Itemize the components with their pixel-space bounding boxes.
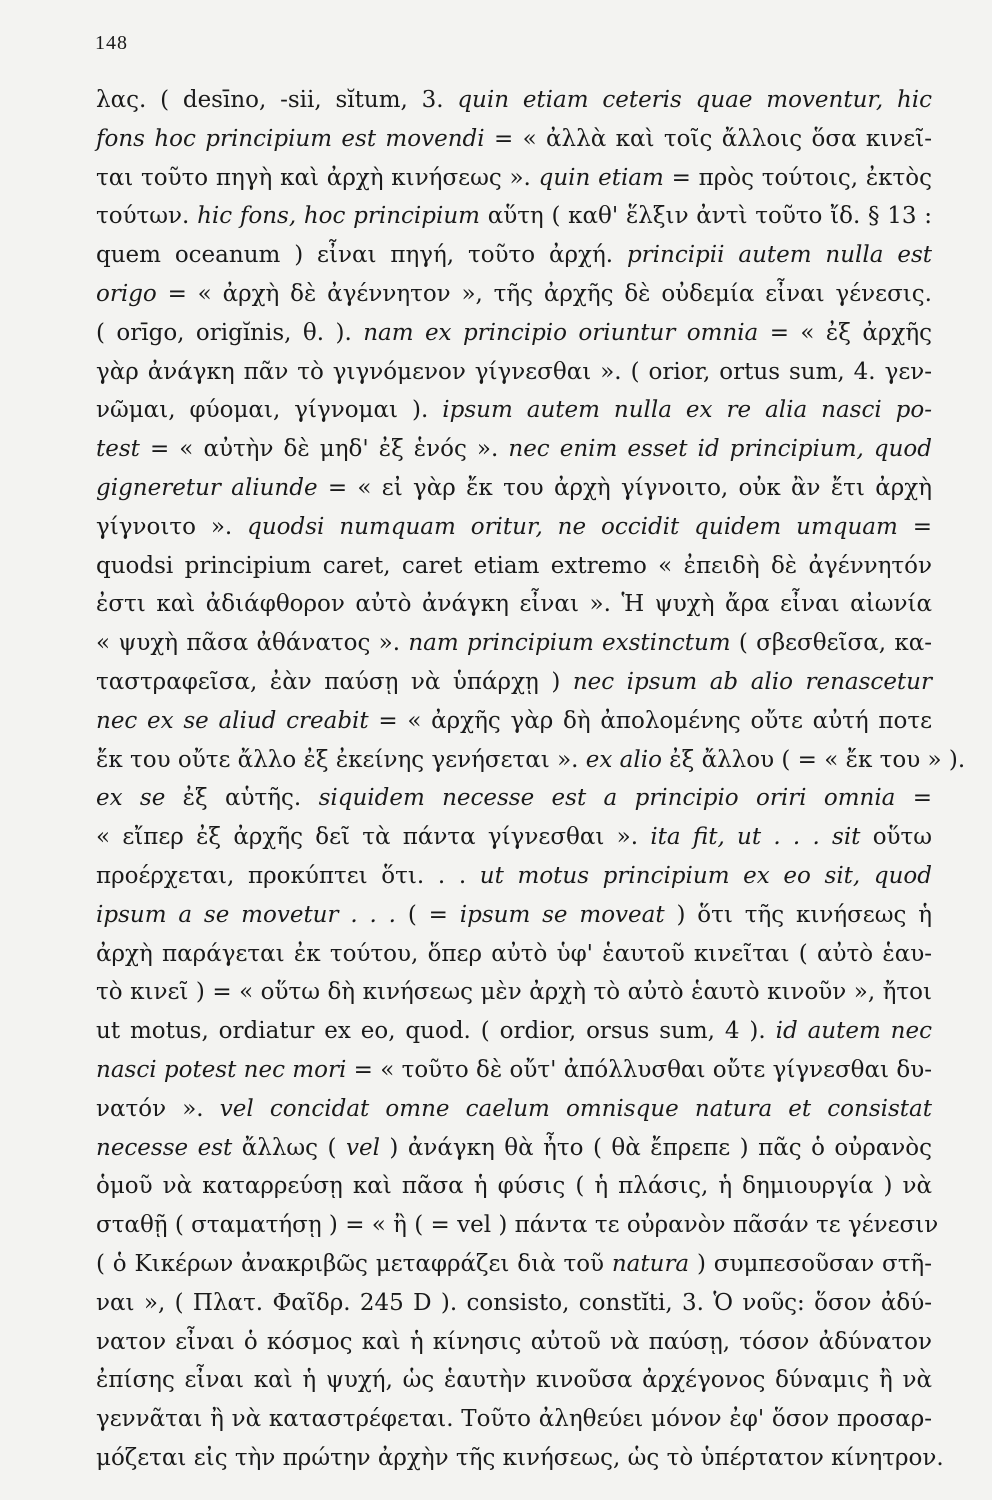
text-line xyxy=(96,1207,939,1243)
text-line xyxy=(96,936,932,972)
text-run: νατόν ». xyxy=(96,1096,220,1122)
text-line xyxy=(96,431,932,467)
text-run: λας. ( desīno, -sii, sĭtum, 3. xyxy=(96,87,458,113)
text-run: ( orīgo, origĭnis, θ. ). xyxy=(96,320,364,346)
text-line xyxy=(96,509,932,545)
latin-phrase: principii autem nulla est xyxy=(626,242,933,268)
text-line xyxy=(96,1285,932,1321)
text-line xyxy=(96,974,932,1010)
latin-phrase: ex se xyxy=(96,785,166,811)
text-line xyxy=(96,276,932,312)
text-run: ἐξ αὑτῆς. xyxy=(165,785,319,811)
text-line xyxy=(96,664,932,700)
text-line xyxy=(96,1013,932,1049)
latin-phrase: ita fit, ut . . . sit xyxy=(650,824,861,850)
text-run: = « ἀρχὴ δὲ ἀγέννητον », τῆς ἀρχῆς δὲ οὐδεμία εἶναι γένεσις. xyxy=(156,281,932,307)
text-line xyxy=(96,586,932,622)
text-run: = xyxy=(897,514,932,540)
text-line xyxy=(96,82,932,118)
text-run: = « αὐτὴν δὲ μηδ' ἐξ ἑνός ». xyxy=(139,436,509,462)
text-line xyxy=(96,392,932,428)
text-run: ( = xyxy=(395,902,460,928)
text-line xyxy=(96,1362,932,1398)
latin-phrase: ex alio xyxy=(585,747,662,773)
text-run: γεννᾶται ἢ νὰ καταστρέφεται. Τοῦτο ἀληθεύει μόνον ἐφ' ὅσον προσαρ- xyxy=(96,1406,932,1432)
text-line xyxy=(96,315,932,351)
text-run: ( σβεσθεῖσα, κα- xyxy=(730,630,933,656)
text-run: quem oceanum ) εἶναι πηγή, τοῦτο ἀρχή. xyxy=(96,242,627,268)
text-run: ἐστι καὶ ἀδιάφθορον αὐτὸ ἀνάγκη εἶναι ». Ἡ ψυχὴ ἄρα εἶναι αἰωνία xyxy=(96,591,932,617)
text-line xyxy=(96,1324,932,1360)
text-run: νῶμαι, φύομαι, γίγνομαι ). xyxy=(96,397,443,423)
text-run: ) συμπεσοῦσαν στῆ- xyxy=(689,1251,932,1277)
text-run: ἐξ ἄλλου ( = « ἔκ του » ). xyxy=(661,747,966,773)
text-run: οὕτω xyxy=(860,824,932,850)
text-run: νατον εἶναι ὁ κόσμος καὶ ἡ κίνησις αὐτοῦ νὰ παύσῃ, τόσον ἀδύνατον xyxy=(96,1329,932,1355)
latin-phrase: siquidem necesse est a principio oriri omnia xyxy=(318,785,896,811)
text-run: « εἴπερ ἐξ ἀρχῆς δεῖ τὰ πάντα γίγνεσθαι ». xyxy=(96,824,651,850)
text-run: ὁμοῦ νὰ καταρρεύσῃ καὶ πᾶσα ἡ φύσις ( ἡ πλάσις, ἡ δημιουργία ) νὰ xyxy=(96,1173,932,1199)
text-run: = « ἐξ ἀρχῆς xyxy=(758,320,932,346)
latin-phrase: gigneretur aliunde xyxy=(96,475,318,501)
text-run: ) ὅτι τῆς κινήσεως ἡ xyxy=(664,902,932,928)
text-line xyxy=(96,742,966,778)
latin-phrase: nasci potest nec mori xyxy=(96,1057,347,1083)
text-line xyxy=(96,819,932,855)
text-run: τούτων. xyxy=(96,203,198,229)
latin-phrase: origo xyxy=(96,281,157,307)
text-run: ἔκ του οὔτε ἄλλο ἐξ ἐκείνης γενήσεται ». xyxy=(96,747,586,773)
latin-phrase: quin etiam ceteris quae moventur, hic xyxy=(457,87,933,113)
text-line xyxy=(96,548,932,584)
text-line xyxy=(96,625,932,661)
text-line xyxy=(96,1401,932,1437)
latin-phrase: test xyxy=(96,436,140,462)
latin-phrase: fons hoc principium est movendi xyxy=(96,126,485,152)
latin-phrase: quodsi numquam oritur, ne occidit quidem umquam xyxy=(247,514,898,540)
text-line xyxy=(96,470,932,506)
latin-phrase: nec ex se aliud creabit xyxy=(96,708,369,734)
latin-phrase: natura xyxy=(611,1251,690,1277)
text-line xyxy=(96,1440,944,1476)
text-run: σταθῇ ( σταματήσῃ ) = « ἢ ( = vel ) πάντα τε οὐρανὸν πᾶσάν τε γένεσιν xyxy=(96,1212,939,1238)
latin-phrase: ipsum se moveat xyxy=(459,902,665,928)
text-run: = « τοῦτο δὲ οὔτ' ἀπόλλυσθαι οὔτε γίγνεσθαι δυ- xyxy=(346,1057,932,1083)
text-run: γίγνοιτο ». xyxy=(96,514,248,540)
text-line xyxy=(96,198,932,234)
text-run: γὰρ ἀνάγκη πᾶν τὸ γιγνόμενον γίγνεσθαι ». ( orior, ortus sum, 4. γεν- xyxy=(96,359,932,385)
latin-phrase: vel xyxy=(345,1135,380,1161)
latin-phrase: id autem nec xyxy=(775,1018,932,1044)
latin-phrase: ipsum a se movetur . . . xyxy=(96,902,396,928)
text-run: ταστραφεῖσα, ἐὰν παύσῃ νὰ ὑπάρχῃ ) xyxy=(96,669,573,695)
text-line xyxy=(96,1052,932,1088)
text-line xyxy=(96,897,932,933)
page-number: 148 xyxy=(95,32,128,54)
text-line xyxy=(96,1130,932,1166)
text-run: αὕτη ( καθ' ἕλξιν ἀντὶ τοῦτο ἴδ. § 13 : xyxy=(479,203,933,229)
text-run: = « ἀρχῆς γὰρ δὴ ἀπολομένης οὔτε αὐτή ποτε xyxy=(368,708,932,734)
text-line xyxy=(96,703,932,739)
text-line xyxy=(96,780,932,816)
latin-phrase: nec ipsum ab alio renascetur xyxy=(572,669,932,695)
latin-phrase: vel concidat omne caelum omnisque natura et consistat xyxy=(219,1096,932,1122)
latin-phrase: nec enim esset id principium, quod xyxy=(508,436,932,462)
latin-phrase: quin etiam xyxy=(538,165,664,191)
latin-phrase: ipsum autem nulla ex re alia nasci po- xyxy=(442,397,933,423)
text-run: ἄλλως ( xyxy=(232,1135,346,1161)
text-line xyxy=(96,121,932,157)
text-run: ναι », ( Πλατ. Φαῖδρ. 245 D ). consisto, constĭti, 3. Ὁ νοῦς: ὅσον ἀδύ- xyxy=(96,1290,932,1316)
latin-phrase: hic fons, hoc principium xyxy=(197,203,480,229)
text-run: quodsi principium caret, caret etiam extremo « ἐπειδὴ δὲ ἀγέννητόν xyxy=(96,553,932,579)
text-run: ( ὁ Κικέρων ἀνακριβῶς μεταφράζει διὰ τοῦ xyxy=(96,1251,612,1277)
text-line xyxy=(96,1246,932,1282)
text-line xyxy=(96,160,932,196)
text-run: = πρὸς τούτοις, ἐκτὸς xyxy=(663,165,933,191)
text-run: τὸ κινεῖ ) = « οὕτω δὴ κινήσεως μὲν ἀρχὴ τὸ αὐτὸ ἑαυτὸ κινοῦν », ἤτοι xyxy=(96,979,932,1005)
text-run: ut motus, ordiatur ex eo, quod. ( ordior, orsus sum, 4 ). xyxy=(96,1018,776,1044)
text-line xyxy=(96,858,932,894)
text-run: ται τοῦτο πηγὴ καὶ ἀρχὴ κινήσεως ». xyxy=(96,165,539,191)
text-run: « ψυχὴ πᾶσα ἀθάνατος ». xyxy=(96,630,409,656)
text-run: = « εἰ γὰρ ἔκ του ἀρχὴ γίγνοιτο, οὐκ ἂν ἔτι ἀρχὴ xyxy=(317,475,932,501)
text-run: ) ἀνάγκη θὰ ἦτο ( θὰ ἔπρεπε ) πᾶς ὁ οὐρανὸς xyxy=(379,1135,932,1161)
text-run: ἐπίσης εἶναι καὶ ἡ ψυχή, ὡς ἑαυτὴν κινοῦσα ἀρχέγονος δύναμις ἢ νὰ xyxy=(96,1367,932,1393)
text-line xyxy=(96,354,932,390)
latin-phrase: nam principium exstinctum xyxy=(408,630,731,656)
text-line xyxy=(96,1168,932,1204)
text-line xyxy=(96,237,932,273)
text-run: προέρχεται, προκύπτει ὅτι. . . xyxy=(96,863,480,889)
text-run: μόζεται εἰς τὴν πρώτην ἀρχὴν τῆς κινήσεως, ὡς τὸ ὑπέρτατον κίνητρον. xyxy=(96,1445,944,1471)
text-run: = « ἀλλὰ καὶ τοῖς ἄλλοις ὅσα κινεῖ- xyxy=(484,126,932,152)
text-run: = xyxy=(895,785,933,811)
latin-phrase: necesse est xyxy=(96,1135,233,1161)
latin-phrase: nam ex principio oriuntur omnia xyxy=(363,320,759,346)
text-line xyxy=(96,1091,932,1127)
text-run: ἀρχὴ παράγεται ἐκ τούτου, ὅπερ αὐτὸ ὑφ' ἑαυτοῦ κινεῖται ( αὐτὸ ἑαυ- xyxy=(96,941,932,967)
latin-phrase: ut motus principium ex eo sit, quod xyxy=(479,863,932,889)
